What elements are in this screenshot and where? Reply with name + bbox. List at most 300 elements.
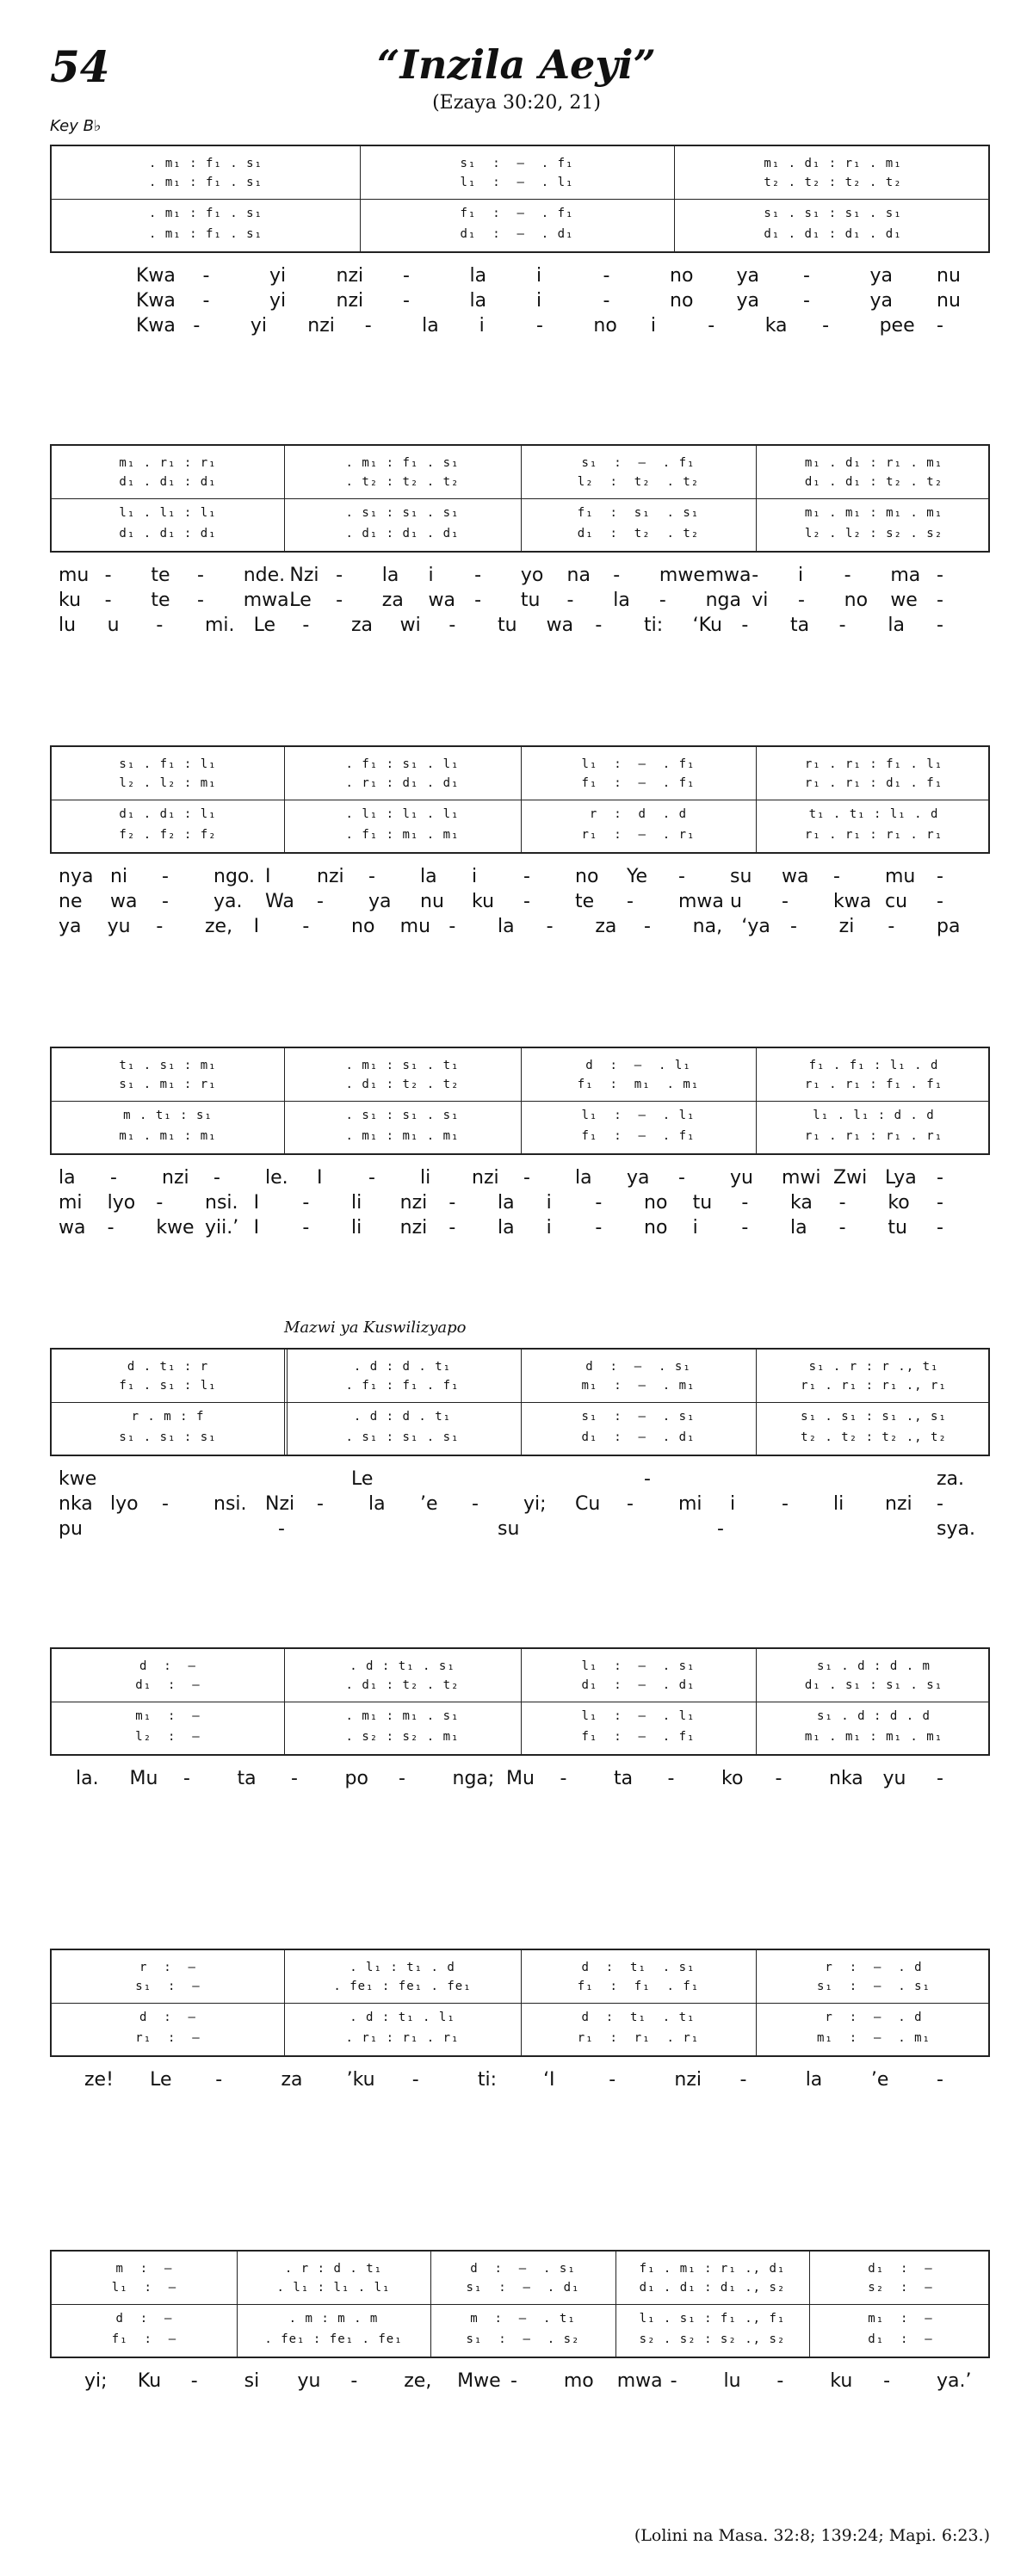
lyric-syllable: - [193,315,201,337]
lyric-syllable: wa [110,891,138,912]
section-label: Mazwi ya Kuswilizyapo [284,1319,467,1337]
lyric-syllable: ku [472,891,495,912]
lyric-syllable: ku [830,2370,853,2392]
lyric-syllable: - [472,1493,479,1515]
lyric-syllable: I [317,1167,323,1189]
part-notes: . d : d . t₁ [353,1410,452,1424]
part-notes: s₁ : – . f₁ [460,157,574,170]
lyric-syllable: la [888,615,905,636]
part-notes: d . t₁ : r [127,1360,209,1374]
cross-references: (Lolini na Masa. 32:8; 139:24; Mapi. 6:23.) [634,2526,990,2545]
part-notes: s₁ . m₁ : r₁ [119,1078,217,1091]
lyric-syllable: no [575,866,599,887]
part-notes: . d₁ : d₁ . d₁ [345,527,460,541]
lyric-syllable: - [368,866,375,887]
measure [674,146,992,253]
lyric-syllable: nya [59,866,94,887]
part-notes: t₂ . t₂ : t₂ . t₂ [764,176,902,189]
part-notes: r₁ . r₁ : d₁ . f₁ [804,776,943,790]
part-notes: l₁ . l₁ : l₁ [119,506,217,520]
music-system [50,145,990,253]
part-notes: m₁ : — [868,2312,933,2326]
lyric-syllable: nka [59,1493,93,1515]
lyric-syllable: i [730,1493,736,1515]
part-notes: m₁ : — [135,1709,201,1723]
part-notes: . fe₁ : fe₁ . fe₁ [264,2332,403,2346]
lyric-syllable: wi [399,615,421,636]
lyric-syllable: - [603,290,610,312]
lyric-syllable: mwa [678,891,724,912]
lyric-syllable: li [351,1217,362,1239]
lyric-syllable: zi [838,916,855,937]
lyric-syllable: - [317,1493,324,1515]
measure [521,1950,756,2057]
lyric-syllable: - [937,315,943,337]
lyric-syllable: na [566,565,591,586]
lyric-syllable: - [741,1217,749,1239]
measure [756,1048,992,1155]
lyric-syllable: za [351,615,374,636]
part-notes: . s₁ : s₁ . s₁ [345,1109,460,1122]
lyric-syllable: - [403,290,410,312]
lyric-syllable: - [838,1217,846,1239]
lyric-syllable: tu [520,590,541,611]
lyric-syllable: i [479,315,485,337]
part-notes: . f₁ : f₁ . f₁ [345,1379,460,1393]
lyric-syllable: Le [351,1468,374,1490]
lyric-syllable: ko [721,1768,744,1789]
lyric-syllable: mwe [659,565,705,586]
lyric-syllable: nsi. [205,1192,238,1214]
lyric-syllable: - [752,565,759,586]
part-notes: d : – . s₁ [470,2262,576,2276]
lyric-syllable: mwa [705,565,752,586]
lyric-syllable: po [344,1768,368,1789]
lyric-syllable: la [805,2069,823,2091]
part-notes: r₁ . r₁ : r₁ . r₁ [804,1129,943,1143]
lyric-syllable: - [104,590,112,611]
lyric-syllable: - [197,590,204,611]
lyric-syllable: yi; [523,1493,547,1515]
lyric-syllable: lu [59,615,77,636]
lyric-syllable: - [833,866,840,887]
lyric-line [50,916,990,941]
lyric-syllable: wa [546,615,574,636]
part-notes: s₁ : – . s₁ [816,1980,931,1993]
part-notes: l₁ : — [111,2281,177,2295]
measure [756,1350,992,1456]
lyric-syllable: nzi [399,1217,428,1239]
measure [756,1950,992,2057]
part-notes: . m : m . m [288,2312,379,2326]
lyric-syllable: ka [764,315,788,337]
measure [430,2252,615,2358]
lyric-syllable: i [797,565,804,586]
music-system [50,1047,990,1155]
part-notes: m : – . t₁ [470,2312,576,2326]
lyric-syllable: la [59,1167,76,1189]
lyric-line [50,2370,990,2395]
lyric-line [50,891,990,916]
measure [52,1950,284,2057]
part-notes: . r : d . t₁ [284,2262,383,2276]
lyric-syllable: - [627,1493,634,1515]
lyric-syllable: mu [885,866,916,887]
part-notes: . d : t₁ . l₁ [349,2011,455,2024]
part-notes: . r₁ : r₁ . r₁ [345,2031,460,2045]
lyric-syllable: nzi [472,1167,499,1189]
lyric-syllable: mwa [616,2370,663,2392]
lyric-syllable: - [838,1192,846,1214]
lyric-syllable: - [403,265,410,287]
part-notes: r : – . d [825,1961,923,1974]
lyric-syllable: nga; [452,1768,495,1789]
lyrics-block [50,565,990,639]
lyric-syllable: ne [59,891,83,912]
part-notes: l₁ . l₁ : d . d [813,1109,935,1122]
part-notes: s₁ . s₁ : s₁ ., s₁ [801,1410,947,1424]
hymn-title: “Inzila Aeyi” [377,41,656,88]
lyrics-block [50,1768,990,1793]
lyric-syllable: ku [59,590,82,611]
key-signature: Key B♭ [50,117,102,135]
part-notes: m₁ : – . m₁ [581,1379,696,1393]
part-notes: . d₁ : t₂ . t₂ [345,1078,460,1091]
lyric-syllable: - [937,891,943,912]
measure [52,1048,284,1155]
lyric-syllable: ta [790,615,810,636]
measure [756,446,992,553]
part-notes: d₁ : – . d₁ [460,227,574,241]
lyric-syllable: I [253,1192,260,1214]
lyric-syllable: - [302,916,310,937]
part-notes: d : — [139,1659,196,1673]
lyric-syllable: - [609,2069,616,2091]
lyric-syllable: - [448,916,456,937]
measure [756,747,992,854]
lyric-syllable: I [253,916,260,937]
lyric-syllable: nzi [885,1493,912,1515]
lyric-syllable: - [937,590,943,611]
lyric-syllable: - [104,565,112,586]
measure [284,1350,521,1456]
part-notes: . l₁ : t₁ . d [349,1961,455,1974]
measure [52,146,360,253]
lyric-syllable: - [336,590,343,611]
part-notes: f₁ . f₁ : l₁ . d [808,1059,939,1072]
part-notes: d₁ . d₁ : d₁ [119,475,217,489]
part-notes: m : — [115,2262,173,2276]
lyric-syllable: - [937,1493,943,1515]
part-notes: r₁ . r₁ : r₁ ., r₁ [801,1379,947,1393]
part-notes: d₁ : – . d₁ [581,1678,696,1692]
lyric-syllable: - [523,1167,530,1189]
lyric-syllable: i [428,565,434,586]
lyric-syllable: cu [885,891,908,912]
lyric-syllable: za. [937,1468,965,1490]
part-notes: . f₁ : m₁ . m₁ [345,828,460,842]
part-notes: d₁ . d₁ : l₁ [119,807,217,821]
lyric-syllable: yi [269,290,287,312]
part-notes: d : – . l₁ [585,1059,691,1072]
lyric-syllable: mi [678,1493,702,1515]
part-notes: d₁ : — [135,1678,201,1692]
measure [284,747,521,854]
lyric-syllable: yu [730,1167,753,1189]
lyric-syllable: - [741,615,749,636]
lyric-syllable: - [302,1192,310,1214]
lyric-syllable: - [803,290,810,312]
lyric-syllable: - [523,866,530,887]
lyric-syllable: te [575,891,595,912]
lyric-syllable: ya [736,265,760,287]
lyric-syllable: wa [428,590,455,611]
part-notes: f₁ . m₁ : r₁ ., d₁ [639,2262,786,2276]
lyric-syllable: - [782,891,789,912]
lyric-syllable: tu [888,1217,907,1239]
lyric-syllable: - [278,1518,285,1540]
lyric-syllable: Kwa [136,265,176,287]
part-notes: m₁ . r₁ : r₁ [119,456,217,470]
lyric-line [50,1217,990,1242]
lyric-syllable: - [627,891,634,912]
lyrics-block [50,866,990,941]
part-notes: . m₁ : f₁ . s₁ [148,176,263,189]
lyric-line [50,1167,990,1192]
lyric-syllable: Ye [627,866,648,887]
lyric-syllable: - [739,2069,747,2091]
lyric-syllable: - [368,1167,375,1189]
lyric-syllable: no [644,1192,668,1214]
part-notes: r₁ : — [135,2031,201,2045]
part-notes: s₁ . f₁ : l₁ [119,757,217,771]
lyric-syllable: ngo. [213,866,255,887]
lyric-syllable: - [776,2370,784,2392]
lyric-line [50,1493,990,1518]
lyric-syllable: su [730,866,752,887]
lyric-syllable: mo [563,2370,594,2392]
lyric-syllable: ya [59,916,82,937]
part-notes: s₁ . s₁ : s₁ . s₁ [764,207,902,220]
lyric-syllable: - [399,1768,405,1789]
part-notes: t₁ . s₁ : m₁ [119,1059,217,1072]
lyric-syllable: yi [250,315,267,337]
lyric-syllable: i [546,1217,552,1239]
lyric-syllable: - [474,590,482,611]
lyric-syllable: nzi [336,265,364,287]
lyric-syllable: - [708,315,715,337]
lyric-syllable: - [162,866,169,887]
lyric-syllable: mwi [782,1167,821,1189]
part-notes: r . m : f [131,1410,205,1424]
lyric-syllable: la. [76,1768,99,1789]
part-notes: . m₁ : f₁ . s₁ [148,207,263,220]
lyric-syllable: - [560,1768,567,1789]
lyric-syllable: li [833,1493,844,1515]
lyric-syllable: lyo [107,1192,136,1214]
lyric-syllable: ta [237,1768,257,1789]
lyric-syllable: nzi [336,290,364,312]
lyric-syllable: za [281,2069,303,2091]
lyric-syllable: - [888,916,895,937]
music-system [50,1348,990,1456]
lyric-syllable: la [420,866,437,887]
part-notes: m . t₁ : s₁ [123,1109,213,1122]
lyric-syllable: yo [520,565,544,586]
lyric-line [50,615,990,639]
measure [284,446,521,553]
part-notes: . d₁ : t₂ . t₂ [345,1678,460,1692]
lyric-syllable: yu [107,916,131,937]
lyric-syllable: I [253,1217,260,1239]
lyric-syllable: i [546,1192,552,1214]
lyric-syllable: za [381,590,404,611]
lyric-line [50,1768,990,1793]
measure [521,446,756,553]
lyric-syllable: nsi. [213,1493,247,1515]
lyric-syllable: i [650,315,656,337]
part-notes: t₁ . t₁ : l₁ . d [808,807,939,821]
lyric-syllable: yii.’ [205,1217,239,1239]
lyric-syllable: nde. [243,565,286,586]
lyric-syllable: Le [253,615,276,636]
part-notes: s₁ : – . s₁ [581,1410,696,1424]
lyric-syllable: - [678,1167,685,1189]
lyric-syllable: no [844,590,869,611]
part-notes: r : – . d [825,2011,923,2024]
lyric-syllable: ya [869,265,894,287]
lyric-syllable: su [498,1518,520,1540]
lyric-syllable: - [350,2370,358,2392]
part-notes: r₁ : r₁ . r₁ [577,2031,700,2045]
part-notes: s₁ : – . f₁ [581,456,696,470]
lyric-line [50,565,990,590]
lyric-line [50,1468,990,1493]
lyric-syllable: - [595,1217,603,1239]
lyric-syllable: - [644,916,651,937]
lyric-syllable: lu [723,2370,741,2392]
lyric-syllable: - [937,1167,943,1189]
lyric-syllable: - [546,916,554,937]
lyric-line [50,2069,990,2094]
lyric-syllable: ya [869,290,894,312]
lyric-syllable: ya [368,891,392,912]
lyric-syllable: la [469,290,487,312]
part-notes: d₁ : t₂ . t₂ [577,527,700,541]
lyric-line [50,866,990,891]
lyric-syllable: - [603,265,610,287]
part-notes: l₂ : t₂ . t₂ [577,475,700,489]
part-notes: d₁ . d₁ : d₁ [119,527,217,541]
lyric-syllable: - [336,565,343,586]
part-notes: d₁ . s₁ : s₁ . s₁ [804,1678,943,1692]
lyric-syllable: - [566,590,574,611]
part-notes: r : — [139,1961,196,1974]
music-system [50,1949,990,2057]
lyric-line [50,315,990,340]
lyric-syllable: mi [59,1192,83,1214]
lyric-syllable: ‘ya [741,916,770,937]
lyric-syllable: ya [627,1167,650,1189]
measure [284,1950,521,2057]
measure [284,1048,521,1155]
part-notes: l₁ : – . l₁ [581,1709,696,1723]
lyric-syllable: la [469,265,487,287]
lyric-syllable: u [730,891,742,912]
measure [52,446,284,553]
part-notes: d₁ . d₁ : t₂ . t₂ [804,475,943,489]
lyric-syllable: - [215,2069,223,2091]
lyric-syllable: - [790,916,797,937]
part-notes: d₁ : — [868,2262,933,2276]
measure [615,2252,809,2358]
part-notes: r₁ . r₁ : r₁ . r₁ [804,828,943,842]
part-notes: d : – . s₁ [585,1360,691,1374]
lyric-syllable: - [937,565,943,586]
part-notes: f₁ : – . f₁ [581,1730,696,1744]
lyric-syllable: - [213,1167,220,1189]
lyric-syllable: za [595,916,617,937]
lyric-syllable: pu [59,1518,83,1540]
lyric-syllable: Le [150,2069,172,2091]
lyric-syllable: ‘Ku [692,615,722,636]
part-notes: . l₁ : l₁ . l₁ [345,807,460,821]
lyric-syllable: la [575,1167,592,1189]
measure [284,1649,521,1756]
part-notes: . f₁ : s₁ . l₁ [345,757,460,771]
lyric-syllable: mi. [205,615,235,636]
lyric-syllable: li [420,1167,431,1189]
part-notes: . m₁ : f₁ . s₁ [148,227,263,241]
part-notes: d : t₁ . t₁ [581,2011,696,2024]
part-notes: f₁ : s₁ . s₁ [577,506,700,520]
part-notes: l₁ : – . l₁ [460,176,574,189]
measure [52,1649,284,1756]
part-notes: . s₁ : s₁ . s₁ [345,506,460,520]
lyric-syllable: la [381,565,399,586]
lyric-syllable: i [692,1217,698,1239]
lyric-syllable: sya. [937,1518,975,1540]
lyric-syllable: i [536,290,542,312]
lyric-syllable: - [659,590,666,611]
lyric-syllable: yu [882,1768,906,1789]
lyric-syllable: nu [420,891,444,912]
lyric-syllable: - [107,1217,114,1239]
lyric-syllable: tu [498,615,517,636]
lyric-syllable: ti: [477,2069,498,2091]
lyric-syllable: - [317,891,324,912]
part-notes: . fe₁ : fe₁ . fe₁ [333,1980,472,1993]
lyric-syllable: - [536,315,543,337]
lyric-syllable: - [110,1167,117,1189]
lyric-syllable: - [183,1768,190,1789]
lyric-syllable: yi [269,265,287,287]
part-notes: . t₂ : t₂ . t₂ [345,475,460,489]
lyric-syllable: - [291,1768,298,1789]
lyric-syllable: - [822,315,830,337]
lyric-syllable: Le [289,590,312,611]
lyric-syllable: - [937,866,943,887]
lyric-syllable: I [265,866,271,887]
lyric-syllable: Kwa [136,315,176,337]
music-system [50,1647,990,1756]
measure [521,1350,756,1456]
lyric-syllable: te [151,590,170,611]
part-notes: r : d . d [589,807,688,821]
lyric-syllable: nzi [674,2069,702,2091]
lyrics-block [50,2370,990,2395]
lyric-syllable: ze, [205,916,233,937]
